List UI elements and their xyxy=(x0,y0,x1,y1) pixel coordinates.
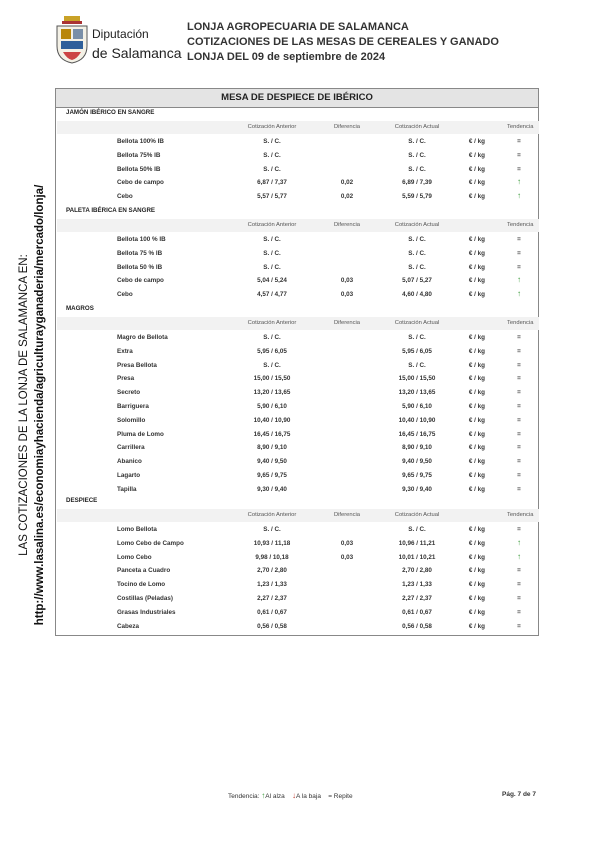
header-anterior: Cotización Anterior xyxy=(247,222,297,228)
trend-value: = xyxy=(517,416,521,424)
row-unit: € / kg xyxy=(468,526,485,533)
row-unit: € / kg xyxy=(468,444,485,452)
title-line1: LONJA AGROPECUARIA DE SALAMANCA xyxy=(187,21,409,33)
trend-value: = xyxy=(517,389,521,397)
table-row xyxy=(57,136,539,148)
row-actual: S. / C. xyxy=(408,138,426,145)
legend-equal-label: = Repite xyxy=(328,793,353,800)
row-actual: S. / C. xyxy=(408,165,426,173)
arrow-up-icon: ↑ xyxy=(261,791,266,800)
title-line2: COTIZACIONES DE LAS MESAS DE CEREALES Y GANADO xyxy=(187,36,499,48)
row-unit: € / kg xyxy=(468,151,485,159)
row-actual: 1,23 / 1,33 xyxy=(402,581,432,589)
row-actual: S. / C. xyxy=(408,263,426,271)
row-anterior: S. / C. xyxy=(263,361,281,369)
column-header-row xyxy=(57,219,539,232)
header-actual: Cotización Actual xyxy=(394,222,440,228)
table-row xyxy=(57,234,539,246)
header-actual: Cotización Actual xyxy=(394,512,440,518)
row-actual: 5,95 / 6,05 xyxy=(402,347,432,355)
table-row xyxy=(57,442,539,454)
row-anterior: 10,40 / 10,90 xyxy=(253,416,291,424)
row-name: Cebo xyxy=(117,193,133,201)
title-line3: LONJA DEL 09 de septiembre de 2024 xyxy=(187,51,386,63)
header-tendencia: Tendencia xyxy=(507,512,534,518)
table-row xyxy=(57,415,539,427)
table-row xyxy=(57,552,539,564)
row-actual: S. / C. xyxy=(408,249,426,257)
header-tendencia: Tendencia xyxy=(507,320,534,326)
row-name: Carrillera xyxy=(117,444,145,452)
header-diferencia: Diferencia xyxy=(333,512,361,518)
trend-value: = xyxy=(517,608,521,616)
row-actual: 6,89 / 7,39 xyxy=(402,179,432,187)
row-actual: 15,00 / 15,50 xyxy=(398,375,436,383)
row-actual: 4,60 / 4,80 xyxy=(402,291,432,299)
row-anterior: 1,23 / 1,33 xyxy=(257,581,287,589)
row-actual: 13,20 / 13,65 xyxy=(398,389,436,397)
row-diferencia: 0,03 xyxy=(340,539,354,547)
row-name: Cebo de campo xyxy=(117,277,164,285)
table-row xyxy=(57,150,539,162)
trend-up-icon: ↑ xyxy=(517,191,521,201)
row-anterior: 16,45 / 16,75 xyxy=(253,430,291,438)
row-name: Cabeza xyxy=(117,622,140,630)
trend-value: = xyxy=(517,263,521,271)
legend-up-label: Al alza xyxy=(265,793,285,800)
trend-value: = xyxy=(517,595,521,602)
section-title: DESPIECE xyxy=(66,497,98,504)
row-name: Pluma de Lomo xyxy=(117,430,164,438)
row-actual: 9,40 / 9,50 xyxy=(402,458,432,466)
row-unit: € / kg xyxy=(468,165,485,173)
trend-value: = xyxy=(517,526,521,533)
org-name-line1: Diputación xyxy=(92,27,149,41)
trend-value: = xyxy=(517,485,521,493)
row-actual: 2,70 / 2,80 xyxy=(402,567,432,575)
row-actual: S. / C. xyxy=(408,236,426,243)
table-row xyxy=(57,470,539,482)
row-unit: € / kg xyxy=(468,622,485,630)
row-actual: S. / C. xyxy=(408,334,426,341)
row-name: Costillas (Peladas) xyxy=(117,595,173,602)
row-anterior: 2,27 / 2,37 xyxy=(257,595,287,602)
row-unit: € / kg xyxy=(468,416,485,424)
row-actual: 5,07 / 5,27 xyxy=(402,277,432,285)
table-row xyxy=(57,332,539,344)
trend-up-icon: ↑ xyxy=(517,537,521,547)
legend-down-label: A la baja xyxy=(296,793,321,800)
column-header-row xyxy=(57,509,539,522)
trend-up-icon: ↑ xyxy=(517,551,521,561)
row-anterior: 9,30 / 9,40 xyxy=(257,485,287,493)
side-note xyxy=(0,0,60,842)
row-anterior: 5,90 / 6,10 xyxy=(257,403,287,410)
trend-value: = xyxy=(517,375,521,383)
column-header-row xyxy=(57,317,539,330)
row-unit: € / kg xyxy=(468,430,485,438)
row-anterior: 9,65 / 9,75 xyxy=(257,472,287,479)
row-unit: € / kg xyxy=(468,375,485,383)
table-row xyxy=(57,346,539,358)
table-row xyxy=(57,191,539,203)
row-actual: 10,01 / 10,21 xyxy=(398,553,436,561)
trend-value: = xyxy=(517,236,521,243)
row-name: Panceta a Cuadro xyxy=(117,567,171,575)
row-anterior: 15,00 / 15,50 xyxy=(253,375,291,383)
row-actual: S. / C. xyxy=(408,151,426,159)
trend-value: = xyxy=(517,334,521,341)
trend-value: = xyxy=(517,430,521,438)
page-number: Pág. 7 de 7 xyxy=(502,791,536,798)
row-anterior: S. / C. xyxy=(263,236,281,243)
row-actual: 5,90 / 6,10 xyxy=(402,403,432,410)
table-row xyxy=(57,373,539,385)
row-actual: 16,45 / 16,75 xyxy=(398,430,436,438)
row-name: Lomo Bellota xyxy=(117,526,157,533)
row-diferencia: 0,03 xyxy=(340,553,354,561)
row-unit: € / kg xyxy=(468,485,485,493)
section-title: MAGROS xyxy=(66,305,94,312)
row-actual: 5,59 / 5,79 xyxy=(402,193,432,201)
table-row xyxy=(57,275,539,287)
row-anterior: S. / C. xyxy=(263,249,281,257)
trend-value: = xyxy=(517,403,521,410)
table-row xyxy=(57,593,539,605)
row-name: Extra xyxy=(117,347,133,355)
row-name: Bellota 100 % IB xyxy=(117,236,166,243)
org-name-line2: de Salamanca xyxy=(92,45,182,61)
trend-value: = xyxy=(517,444,521,452)
trend-up-icon: ↑ xyxy=(517,275,521,285)
trend-value: = xyxy=(517,622,521,630)
row-anterior: 5,57 / 5,77 xyxy=(257,193,287,201)
row-anterior: 2,70 / 2,80 xyxy=(257,567,287,575)
trend-value: = xyxy=(517,567,521,575)
row-diferencia: 0,03 xyxy=(340,277,354,285)
row-name: Magro de Bellota xyxy=(117,334,168,341)
row-name: Grasas Industriales xyxy=(117,608,176,616)
row-anterior: S. / C. xyxy=(263,334,281,341)
trend-value: = xyxy=(517,138,521,145)
row-anterior: S. / C. xyxy=(263,151,281,159)
table-row xyxy=(57,429,539,441)
header-anterior: Cotización Anterior xyxy=(247,124,297,130)
table-row xyxy=(57,289,539,301)
table-row xyxy=(57,456,539,468)
row-anterior: 4,57 / 4,77 xyxy=(257,291,287,299)
table-row xyxy=(57,401,539,413)
table-row xyxy=(57,387,539,399)
row-name: Solomillo xyxy=(117,416,146,424)
row-actual: 8,90 / 9,10 xyxy=(402,444,432,452)
row-actual: 9,30 / 9,40 xyxy=(402,485,432,493)
trend-value: = xyxy=(517,151,521,159)
side-note-line1: LAS COTIZACIONES DE LA LONJA DE SALAMANCA EN: xyxy=(18,254,30,556)
row-name: Cebo de campo xyxy=(117,179,164,187)
column-header-row xyxy=(57,121,539,134)
row-name: Bellota 75 % IB xyxy=(117,249,163,257)
trend-value: = xyxy=(517,347,521,355)
section-title: JAMÓN IBÉRICO EN SANGRE xyxy=(66,109,155,116)
row-unit: € / kg xyxy=(468,458,485,466)
row-actual: 2,27 / 2,37 xyxy=(402,595,432,602)
section-title: PALETA IBÉRICA EN SANGRE xyxy=(66,207,156,214)
row-name: Bellota 100% IB xyxy=(117,138,164,145)
row-unit: € / kg xyxy=(468,361,485,369)
table-row xyxy=(57,524,539,536)
header-tendencia: Tendencia xyxy=(507,222,534,228)
panel-title: MESA DE DESPIECE DE IBÉRICO xyxy=(56,89,538,108)
row-anterior: 6,87 / 7,37 xyxy=(257,179,287,187)
table-row xyxy=(57,164,539,176)
row-unit: € / kg xyxy=(468,334,485,341)
row-unit: € / kg xyxy=(468,595,485,602)
row-actual: 9,65 / 9,75 xyxy=(402,472,432,479)
row-name: Cebo xyxy=(117,291,133,299)
prices-panel xyxy=(55,88,539,636)
row-name: Bellota 50% IB xyxy=(117,165,161,173)
trend-value: = xyxy=(517,165,521,173)
row-name: Tocino de Lomo xyxy=(117,581,166,589)
table-row xyxy=(57,579,539,591)
row-unit: € / kg xyxy=(468,567,485,575)
trend-legend xyxy=(228,791,353,800)
table-row xyxy=(57,262,539,274)
legend-label: Tendencia: xyxy=(228,793,260,800)
row-anterior: 5,95 / 6,05 xyxy=(257,347,287,355)
table-row xyxy=(57,607,539,619)
row-name: Lagarto xyxy=(117,472,141,479)
row-diferencia: 0,03 xyxy=(340,291,354,299)
row-unit: € / kg xyxy=(468,179,485,187)
row-unit: € / kg xyxy=(468,581,485,589)
row-unit: € / kg xyxy=(468,263,485,271)
header-anterior: Cotización Anterior xyxy=(247,512,297,518)
header-diferencia: Diferencia xyxy=(333,320,361,326)
header-diferencia: Diferencia xyxy=(333,124,361,130)
row-anterior: 9,40 / 9,50 xyxy=(257,458,287,466)
header-actual: Cotización Actual xyxy=(394,124,440,130)
row-diferencia: 0,02 xyxy=(340,179,354,187)
row-anterior: 5,04 / 5,24 xyxy=(257,277,287,285)
row-name: Abanico xyxy=(117,458,142,466)
row-unit: € / kg xyxy=(468,291,485,299)
side-note-url[interactable]: http://www.lasalina.es/economiayhacienda/agriculturayganaderia/mercado/lonja/ xyxy=(34,184,46,626)
row-actual: 10,40 / 10,90 xyxy=(398,416,436,424)
table-row xyxy=(57,484,539,496)
row-unit: € / kg xyxy=(468,347,485,355)
row-name: Lomo Cebo de Campo xyxy=(117,539,184,547)
row-unit: € / kg xyxy=(468,389,485,397)
document-titles xyxy=(187,20,499,65)
row-actual: 10,96 / 11,21 xyxy=(398,539,436,547)
row-unit: € / kg xyxy=(468,277,485,285)
trend-value: = xyxy=(517,458,521,466)
row-diferencia: 0,02 xyxy=(340,193,354,201)
row-name: Bellota 75% IB xyxy=(117,151,161,159)
row-anterior: 10,93 / 11,18 xyxy=(253,539,291,547)
header-tendencia: Tendencia xyxy=(507,124,534,130)
row-name: Secreto xyxy=(117,389,141,397)
trend-value: = xyxy=(517,249,521,257)
row-anterior: S. / C. xyxy=(263,138,281,145)
table-row xyxy=(57,360,539,372)
row-name: Barriguera xyxy=(117,403,149,410)
header-anterior: Cotización Anterior xyxy=(247,320,297,326)
row-unit: € / kg xyxy=(468,249,485,257)
row-unit: € / kg xyxy=(468,236,485,243)
row-actual: 0,61 / 0,67 xyxy=(402,608,432,616)
table-row xyxy=(57,177,539,189)
row-unit: € / kg xyxy=(468,472,485,479)
row-unit: € / kg xyxy=(468,553,485,561)
table-row xyxy=(57,621,539,633)
row-anterior: 0,61 / 0,67 xyxy=(257,608,287,616)
trend-up-icon: ↑ xyxy=(517,177,521,187)
trend-value: = xyxy=(517,581,521,589)
header-actual: Cotización Actual xyxy=(394,320,440,326)
row-name: Tapilla xyxy=(117,485,137,493)
table-row xyxy=(57,248,539,260)
table-row xyxy=(57,565,539,577)
row-actual: S. / C. xyxy=(408,526,426,533)
row-unit: € / kg xyxy=(468,403,485,410)
row-name: Presa Bellota xyxy=(117,361,157,369)
arrow-down-icon: ↓ xyxy=(292,791,297,800)
row-unit: € / kg xyxy=(468,608,485,616)
row-unit: € / kg xyxy=(468,193,485,201)
logo xyxy=(55,12,182,68)
trend-value: = xyxy=(517,472,521,479)
row-anterior: 8,90 / 9,10 xyxy=(257,444,287,452)
row-unit: € / kg xyxy=(468,138,485,145)
header-diferencia: Diferencia xyxy=(333,222,361,228)
row-actual: 0,56 / 0,58 xyxy=(402,622,432,630)
row-name: Presa xyxy=(117,375,135,383)
row-unit: € / kg xyxy=(468,539,485,547)
coat-of-arms-icon xyxy=(55,16,89,64)
row-anterior: 9,98 / 10,18 xyxy=(255,553,289,561)
row-anterior: 13,20 / 13,65 xyxy=(253,389,291,397)
row-anterior: S. / C. xyxy=(263,263,281,271)
row-anterior: S. / C. xyxy=(263,526,281,533)
trend-up-icon: ↑ xyxy=(517,289,521,299)
table-row xyxy=(57,538,539,550)
trend-value: = xyxy=(517,361,521,369)
row-name: Lomo Cebo xyxy=(117,553,152,561)
row-anterior: 0,56 / 0,58 xyxy=(257,622,287,630)
row-name: Bellota 50 % IB xyxy=(117,263,163,271)
row-anterior: S. / C. xyxy=(263,165,281,173)
row-actual: S. / C. xyxy=(408,361,426,369)
